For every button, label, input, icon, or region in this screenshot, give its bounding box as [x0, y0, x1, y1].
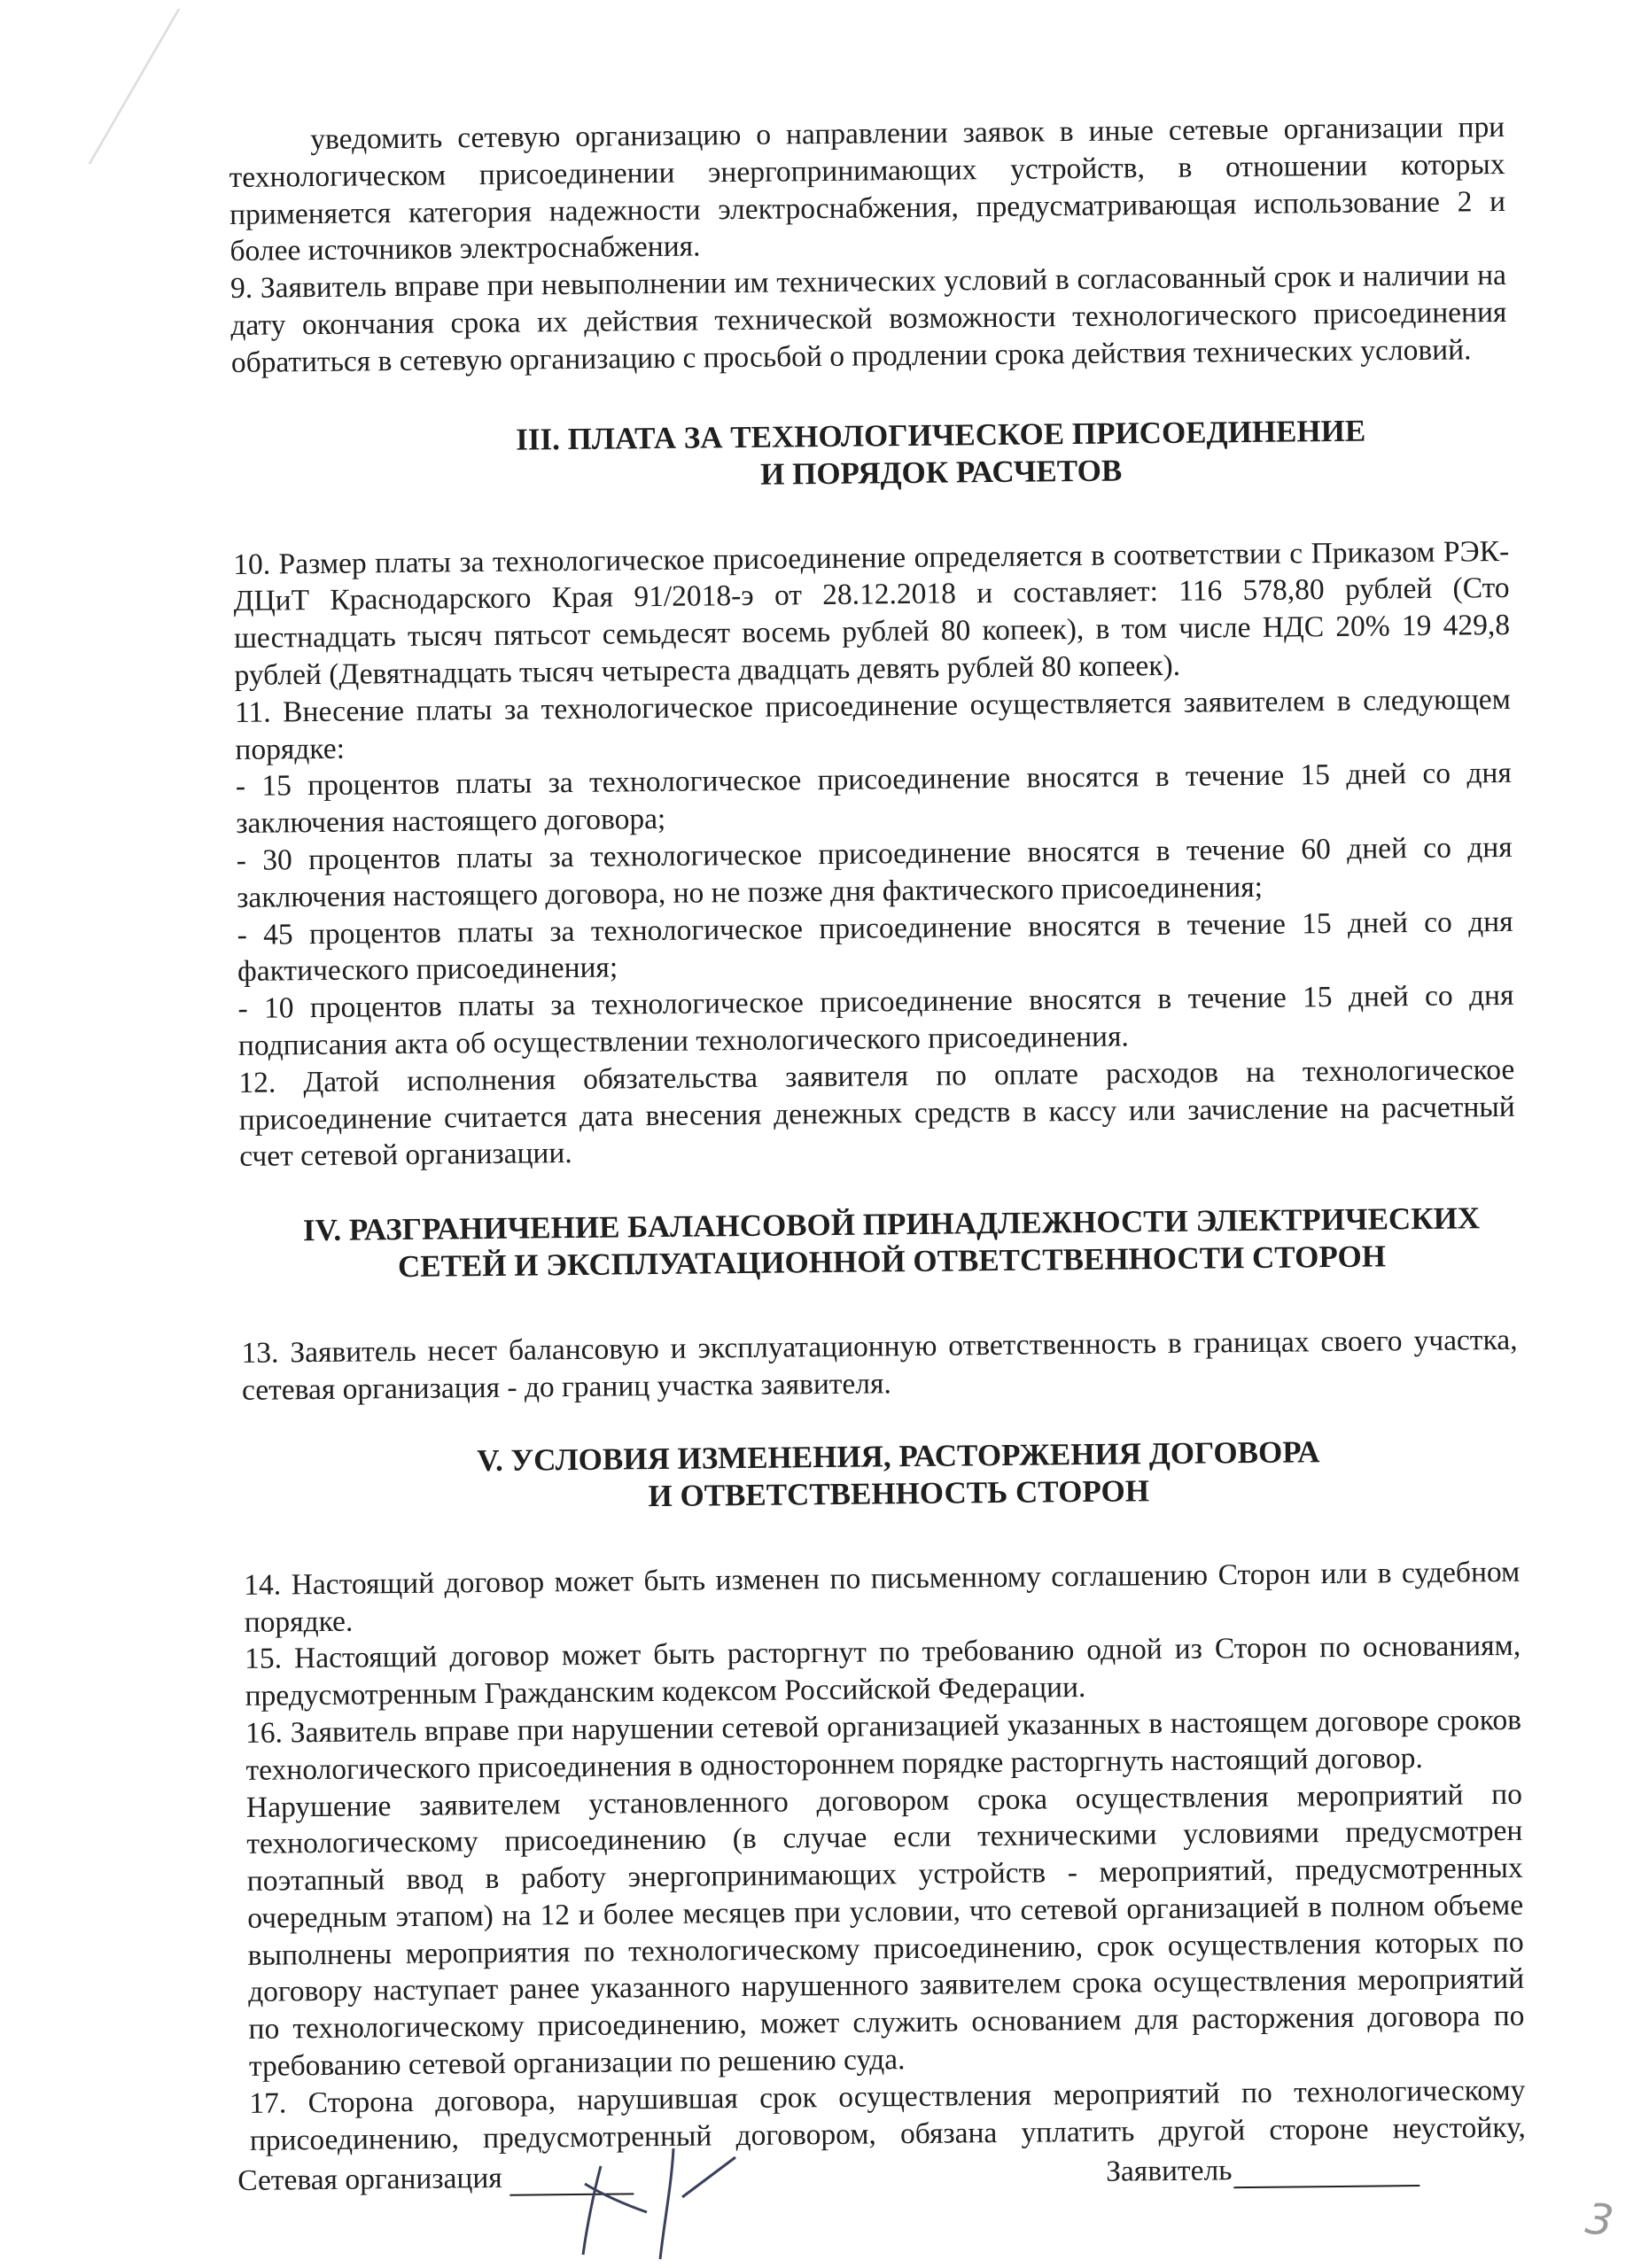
payment-item-10: - 10 процентов платы за технологическое присоединение вносятся в течение 15 дней со дня подписания акта об осуществлении технологического присоединения. [237, 979, 1514, 1062]
paragraph-11: 11. Внесение платы за технологическое присоединение осуществляется заявителем в следующем порядке: [234, 682, 1512, 766]
section-4-title-line1: IV. РАЗГРАНИЧЕНИЕ БАЛАНСОВОЙ ПРИНАДЛЕЖНОСТИ ЭЛЕКТРИЧЕСКИХ [302, 1200, 1481, 1248]
paragraph-9: 9. Заявитель вправе при невыполнении им технических условий в согласованный срок и наличии на дату окончания срока их действия технической возможности технологического присоединения обратиться в сетевую организацию с просьбой о продлении срока действия технических условий. [229, 259, 1507, 379]
signature-applicant-label: Заявитель [1105, 2154, 1233, 2188]
paragraph-15: 15. Настоящий договор может быть расторгнут по требованию одной из Сторон по основаниям, предусмотренным Гражданским кодексом Российской Федерации. [244, 1629, 1521, 1713]
scan-edge-shadow [88, 9, 242, 164]
section-4-title [240, 1200, 1517, 1287]
section-5-title [243, 1432, 1520, 1519]
payment-item-15: - 15 процентов платы за технологическое присоединение вносятся в течение 15 дней со дня заключения настоящего договора; [235, 757, 1512, 841]
section-3-title-line1: III. ПЛАТА ЗА ТЕХНОЛОГИЧЕСКОЕ ПРИСОЕДИНЕНИЕ [516, 413, 1366, 457]
paragraph-13: 13. Заявитель несет балансовую и эксплуатационную ответственность в границах своего участка, сетевая организация - до границ участка заявителя. [241, 1323, 1518, 1407]
section-3-title-line2: И ПОРЯДОК РАСЧЕТОВ [759, 453, 1123, 492]
paragraph-violation: Нарушение заявителем установленного договором срока осуществления мероприятий по технологическому присоединению (в случае если техническими условиями предусмотрен поэтапный ввод в работу энергопринимающих устройств - мероприятий, предусмотренных очередным этапом) на 12 и более месяцев при условии, что сетевой организацией в полном объеме выполнены мероприятия по технологическому присоединению, срок осуществления которых по договору наступает ранее указанного нарушенного заявителем срока осуществления мероприятий по технологическому присоединению, может служить основанием для расторжения договора по требованию сетевой организации по решению суда. [245, 1777, 1525, 2083]
section-4-title-line2: СЕТЕЙ И ЭКСПЛУАТАЦИОННОЙ ОТВЕТСТВЕННОСТИ СТОРОН [397, 1239, 1387, 1285]
signature-block [237, 2150, 1514, 2217]
paragraph-notify-networks: уведомить сетевую организацию о направлении заявок в иные сетевые организации при технологическом присоединении энергопринимающих устройств, в отношении которых применяется категория надежности электроснабжения, предусматривающая использование 2 и более источников электроснабжения. [229, 110, 1506, 268]
section-5-title-line2: И ОТВЕТСТВЕННОСТЬ СТОРОН [648, 1472, 1150, 1513]
paragraph-14: 14. Настоящий договор может быть изменен по письменному соглашению Сторон или в судебном порядке. [244, 1555, 1521, 1639]
signature-network-org-label: Сетевая организация [237, 2161, 502, 2197]
signature-applicant [1106, 2151, 1420, 2190]
page-number: 3 [1583, 2194, 1617, 2247]
payment-item-30: - 30 процентов платы за технологическое присоединение вносятся в течение 60 дней со дня заключения настоящего договора, но не позже дня фактического присоединения; [236, 830, 1513, 914]
signature-line-applicant [1233, 2158, 1420, 2188]
paragraph-17: 17. Сторона договора, нарушившая срок осуществления мероприятий по технологическому присоединению, предусмотренный договором, обязана уплатить другой стороне неустойку, [249, 2073, 1526, 2157]
section-5-title-line1: V. УСЛОВИЯ ИЗМЕНЕНИЯ, РАСТОРЖЕНИЯ ДОГОВОРА [477, 1433, 1320, 1478]
document-body [229, 109, 1526, 2159]
payment-item-45: - 45 процентов платы за технологическое присоединение вносятся в течение 15 дней со дня фактического присоединения; [237, 905, 1513, 989]
paragraph-10: 10. Размер платы за технологическое присоединение определяется в соответствии с Приказом РЭК-ДЦиТ Краснодарского Края 91/2018-э от 28.12.2018 и составляет: 116 578,80 рублей (Сто шестнадцать тысяч пятьсот семьдесят восемь рублей 80 копеек), в том числе НДС 20% 19 429,8 рублей (Девятнадцать тысяч четыреста двадцать девять рублей 80 копеек). [233, 534, 1511, 692]
paragraph-12: 12. Датой исполнения обязательства заявителя по оплате расходов на технологическое присоединение считается дата внесения денежных средств в кассу или зачисление на расчетный счет сетевой организации. [238, 1052, 1515, 1174]
section-3-title [232, 410, 1509, 498]
handwritten-signature [567, 2131, 762, 2264]
paragraph-16: 16. Заявитель вправе при нарушении сетевой организацией указанных в настоящем договоре сроков технологического присоединения в одностороннем порядке расторгнуть настоящий договор. [245, 1703, 1522, 1787]
